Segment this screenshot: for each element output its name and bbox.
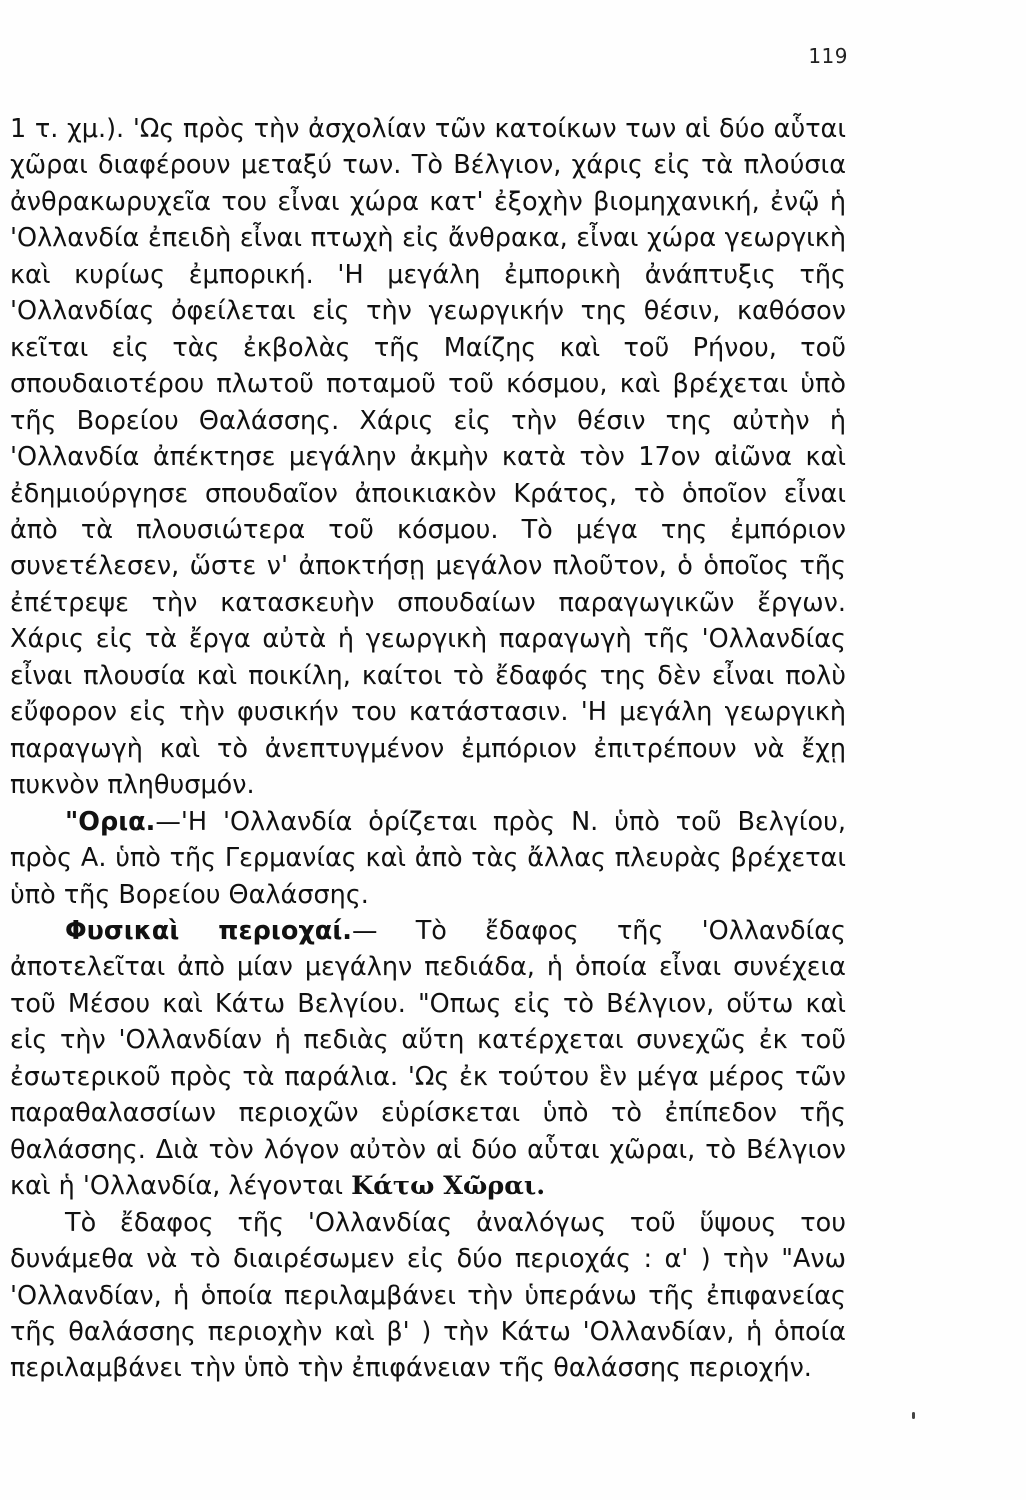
paragraph-text: — Τὸ ἔδαφος τῆς 'Ολλανδίας ἀποτελεῖται ἀπὸ μίαν μεγάλην πεδιάδα, ἡ ὁποία εἶναι συνέχεια τοῦ Μέσου καὶ Κάτω Βελγίου. "Οπως εἰς τὸ Βέλγιον, οὕτω καὶ εἰς τὴν 'Ολλανδίαν ἡ πεδιὰς αὕτη κατέρχεται συνεχῶς ἐκ τοῦ ἐσωτερικοῦ πρὸς τὰ παράλια. 'Ως ἐκ τούτου ἓν μέγα μέρος τῶν παραθαλασσίων περιοχῶν εὑρίσκεται ὑπὸ τὸ ἐπίπεδον τῆς θαλάσσης. Διὰ τὸν λόγον αὐτὸν αἱ δύο αὗται χῶραι, τὸ Βέλγιον καὶ ἡ 'Ολλανδία, λέγονται xyxy=(10,915,846,1202)
ink-speck xyxy=(912,1412,915,1419)
paragraph-borders xyxy=(10,804,846,913)
paragraph-occupations xyxy=(10,111,846,804)
paragraph-terrain-division xyxy=(10,1205,846,1387)
body-text xyxy=(10,111,846,1387)
paragraph-text: Τὸ ἔδαφος τῆς 'Ολλανδίας ἀναλόγως τοῦ ὕψους του δυνάμεθα νὰ τὸ διαιρέσωμεν εἰς δύο περιοχάς : α' ) τὴν "Ανω 'Ολλανδίαν, ἡ ὁποία περιλαμβάνει τὴν ὑπεράνω τῆς ἐπιφανείας τῆς θαλάσσης περιοχὴν καὶ β' ) τὴν Κάτω 'Ολλανδίαν, ἡ ὁποία περιλαμβάνει τὴν ὑπὸ τὴν ἐπιφάνειαν τῆς θαλάσσης περιοχήν. xyxy=(10,1207,846,1384)
page-number: 119 xyxy=(808,44,848,68)
bold-term-low-countries: Κάτω Χῶραι. xyxy=(351,1171,546,1202)
section-heading-borders: "Ορια. xyxy=(65,806,156,837)
paragraph-text: 1 τ. χμ.). 'Ως πρὸς τὴν ἀσχολίαν τῶν κατοίκων των αἱ δύο αὗται χῶραι διαφέρουν μεταξύ των. Τὸ Βέλγιον, χάρις εἰς τὰ πλούσια ἀνθρακωρυχεῖα του εἶναι χώρα κατ' ἐξοχὴν βιομηχανική, ἐνῷ ἡ 'Ολλανδία ἐπειδὴ εἶναι πτωχὴ εἰς ἄνθρακα, εἶναι χώρα γεωργικὴ καὶ κυρίως ἐμπορική. 'Η μεγάλη ἐμπορικὴ ἀνάπτυξις τῆς 'Ολλανδίας ὀφείλεται εἰς τὴν γεωργικήν της θέσιν, καθόσον κεῖται εἰς τὰς ἐκβολὰς τῆς Μαίζης καὶ τοῦ Ρήνου, τοῦ σπουδαιοτέρου πλωτοῦ ποταμοῦ τοῦ κόσμου, καὶ βρέχεται ὑπὸ τῆς Βορείου Θαλάσσης. Χάρις εἰς τὴν θέσιν της αὐτὴν ἡ 'Ολλανδία ἀπέκτησε μεγάλην ἀκμὴν κατὰ τὸν 17ον αἰῶνα καὶ ἐδημιούργησε σπουδαῖον ἀποικιακὸν Κράτος, τὸ ὁποῖον εἶναι ἀπὸ τὰ πλουσιώτερα τοῦ κόσμου. Τὸ μέγα της ἐμπόριον συνετέλεσεν, ὥστε ν' ἀποκτήσῃ μεγάλον πλοῦτον, ὁ ὁποῖος τῆς ἐπέτρεψε τὴν κατασκευὴν σπουδαίων παραγωγικῶν ἔργων. Χάρις εἰς τὰ ἔργα αὐτὰ ἡ γεωργικὴ παραγωγὴ τῆς 'Ολλανδίας εἶναι πλουσία καὶ ποικίλη, καίτοι τὸ ἔδαφός της δὲν εἶναι πολὺ εὔφορον εἰς τὴν φυσικήν του κατάστασιν. 'Η μεγάλη γεωργικὴ παραγωγὴ καὶ τὸ ἀνεπτυγμένον ἐμπόριον ἐπιτρέπουν νὰ ἔχῃ πυκνὸν πληθυσμόν. xyxy=(10,114,846,801)
paragraph-text: —'Η 'Ολλανδία ὁρίζεται πρὸς Ν. ὑπὸ τοῦ Βελγίου, πρὸς Α. ὑπὸ τῆς Γερμανίας καὶ ἀπὸ τὰς ἄλλας πλευρὰς βρέχεται ὑπὸ τῆς Βορείου Θαλάσσης. xyxy=(10,806,846,910)
section-heading-natural-regions: Φυσικαὶ περιοχαί. xyxy=(65,915,352,946)
paragraph-natural-regions xyxy=(10,913,846,1205)
